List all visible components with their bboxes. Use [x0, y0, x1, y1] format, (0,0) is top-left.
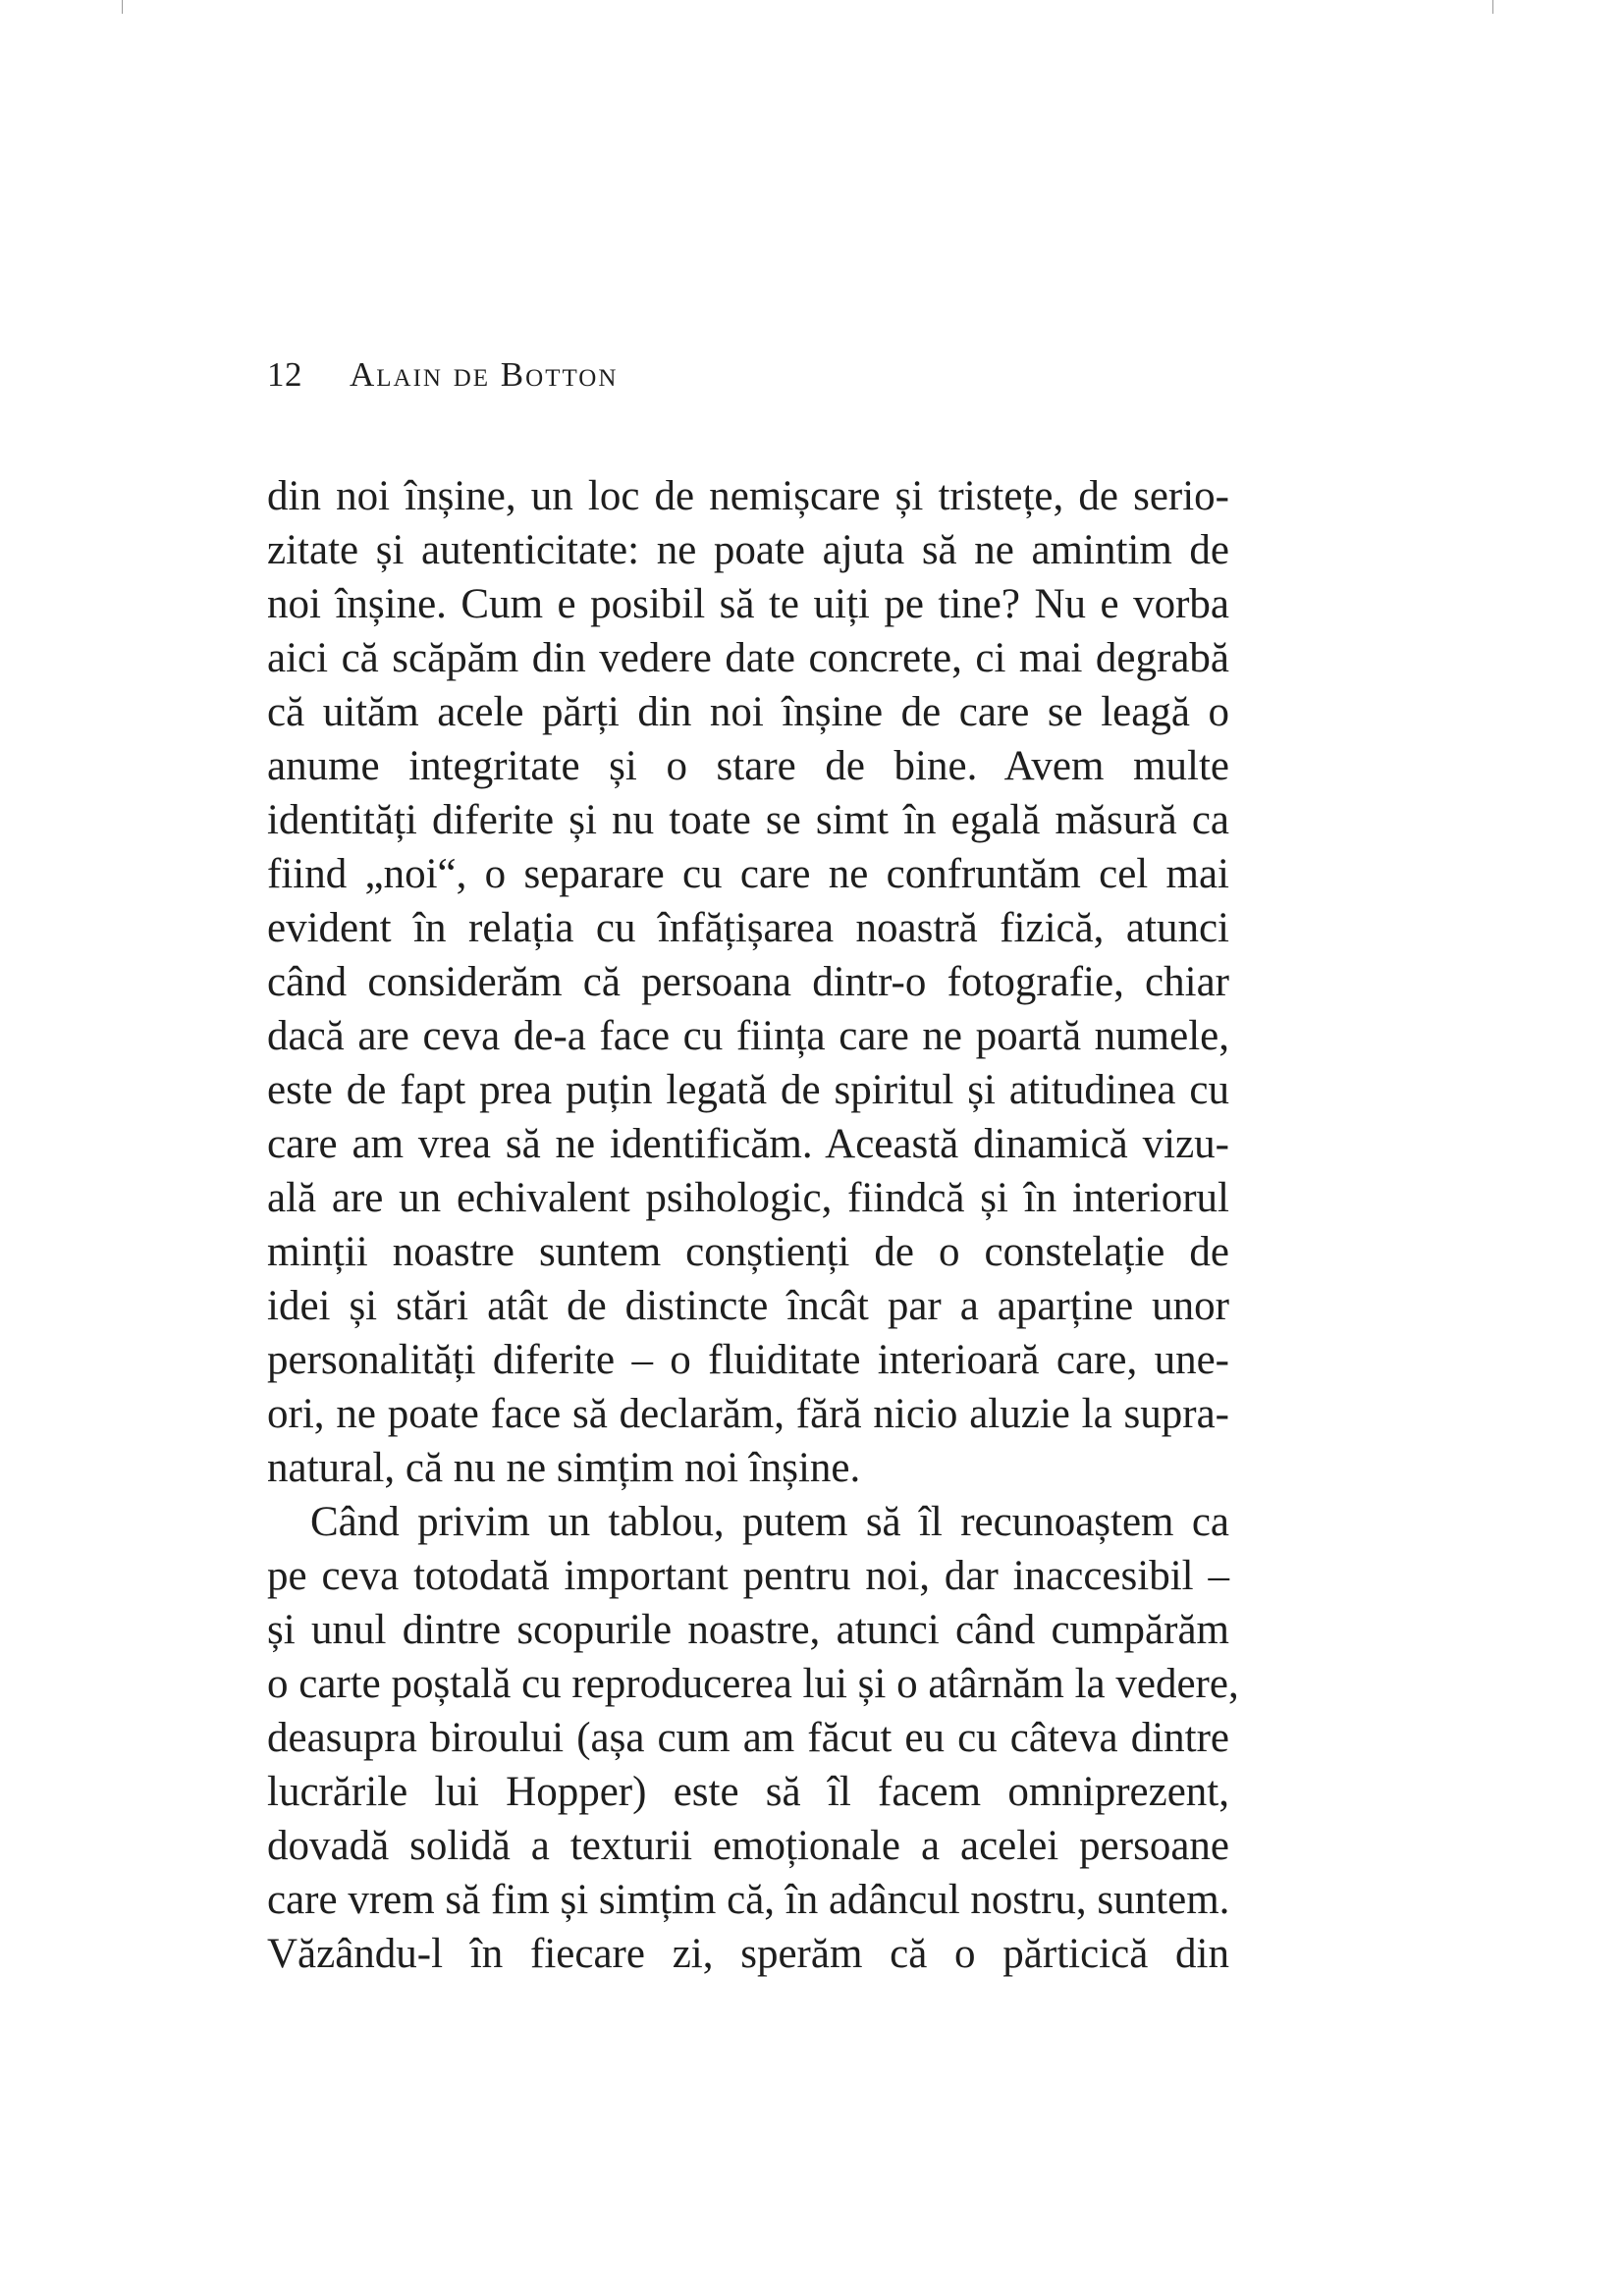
text-line: idei și stări atât de distincte încât par a aparține unor [267, 1283, 1229, 1329]
text-line: personalități diferite – o fluiditate interioară care, une- [267, 1337, 1229, 1383]
text-line: fiind „noi“, o separare cu care ne confruntăm cel mai [267, 851, 1229, 897]
text-line: o carte poștală cu reproducerea lui și o atârnăm la vedere, [267, 1661, 1239, 1707]
text-line: când considerăm că persoana dintr-o fotografie, chiar [267, 959, 1229, 1005]
text-line: minții noastre suntem conștienți de o constelație de [267, 1229, 1229, 1275]
text-line: și unul dintre scopurile noastre, atunci când cumpărăm [267, 1607, 1229, 1653]
text-line: dovadă solidă a texturii emoționale a acelei persoane [267, 1823, 1229, 1869]
text-line: zitate și autenticitate: ne poate ajuta să ne amintim de [267, 527, 1229, 573]
running-head [267, 355, 618, 404]
crop-mark-right [1492, 0, 1493, 14]
text-line: Văzându-l în fiecare zi, sperăm că o părticică din [267, 1931, 1229, 1977]
text-line: dacă are ceva de-a face cu ființa care ne poartă numele, [267, 1013, 1229, 1059]
crop-mark-left [122, 0, 123, 14]
text-line: ală are un echivalent psihologic, fiindcă și în interiorul [267, 1175, 1229, 1221]
text-line-paragraph-end: natural, că nu ne simțim noi înșine. [267, 1445, 861, 1491]
text-line: pe ceva totodată important pentru noi, dar inaccesibil – [267, 1553, 1229, 1599]
page-number: 12 [267, 355, 302, 394]
text-line-paragraph-start: Când privim un tablou, putem să îl recunoaștem ca [310, 1499, 1229, 1545]
text-line: lucrările lui Hopper) este să îl facem omniprezent, [267, 1769, 1229, 1815]
text-line: este de fapt prea puțin legată de spiritul și atitudinea cu [267, 1067, 1229, 1113]
text-line: identități diferite și nu toate se simt în egală măsură ca [267, 797, 1229, 843]
author-name: Alain de Botton [350, 355, 619, 394]
text-line: aici că scăpăm din vedere date concrete, ci mai degrabă [267, 635, 1229, 681]
text-line: ori, ne poate face să declarăm, fără nicio aluzie la supra- [267, 1391, 1229, 1437]
text-line: anume integritate și o stare de bine. Avem multe [267, 743, 1229, 789]
text-line: care am vrea să ne identificăm. Această dinamică vizu- [267, 1121, 1229, 1167]
body-text [267, 469, 1239, 1981]
text-line: evident în relația cu înfățișarea noastră fizică, atunci [267, 905, 1229, 951]
text-line: că uităm acele părți din noi înșine de care se leagă o [267, 689, 1229, 735]
text-line: noi înșine. Cum e posibil să te uiți pe tine? Nu e vorba [267, 581, 1229, 627]
text-line: care vrem să fim și simțim că, în adâncul nostru, suntem. [267, 1877, 1230, 1923]
text-line: din noi înșine, un loc de nemișcare și tristețe, de serio- [267, 473, 1229, 519]
text-line: deasupra biroului (așa cum am făcut eu cu câteva dintre [267, 1715, 1229, 1761]
